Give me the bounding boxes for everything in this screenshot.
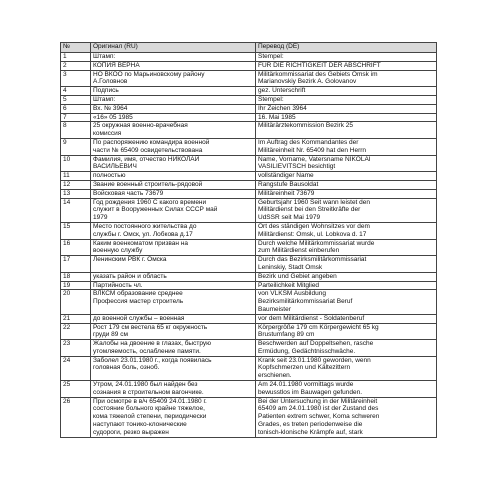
row-translation-text: Militärkommissariat des Gebiets Omsk im Marianovskiy Bezirk A. Golovanov xyxy=(256,70,437,87)
row-translation-text: Bei der Untersuchung in der Militäreinheit 65409 am 24.01.1980 ist der Zustand des Patienten extrem schwer, Koma schweren Grades, es treten periodenweise die tonisch-klonische Krämpfe auf, stark xyxy=(256,397,437,437)
row-translation-text: Stempel: xyxy=(256,53,437,62)
row-original-text: Войсковая часть 73679 xyxy=(91,189,256,198)
row-translation-text: Militärärztekommission Bezirk 25 xyxy=(256,122,437,139)
table-row xyxy=(61,113,437,122)
row-original-text: Заболел 23.01.1980 г., когда появилась головная боль, озноб. xyxy=(91,356,256,380)
row-number: 6 xyxy=(61,104,91,113)
row-translation-text: Geburtsjahr 1960 Seit wann leistet den Militärdienst bei den Streitkräfte der UdSSR seit Mai 1979 xyxy=(256,198,437,222)
table-row xyxy=(61,70,437,87)
row-number: 11 xyxy=(61,172,91,181)
row-number: 9 xyxy=(61,138,91,155)
table-row xyxy=(61,239,437,256)
row-number: 24 xyxy=(61,356,91,380)
row-original-text: Звание военный строитель-рядовой xyxy=(91,180,256,189)
row-translation-text: Rangstufe Bausoldat xyxy=(256,180,437,189)
row-original-text: КОПИЯ ВЕРНА xyxy=(91,61,256,70)
row-number: 26 xyxy=(61,397,91,437)
table-row xyxy=(61,356,437,380)
row-original-text: Рост 179 см вестела 65 кг окружность груди 89 см xyxy=(91,323,256,340)
row-original-text: Партийность чл. xyxy=(91,281,256,290)
row-original-text: ВЛКСМ образование среднее Профессия мастер строитель xyxy=(91,290,256,314)
row-translation-text: vor dem Militärdienst - Soldatenberuf xyxy=(256,314,437,323)
table-row xyxy=(61,172,437,181)
table-row xyxy=(61,155,437,172)
row-original-text: указать район и область xyxy=(91,272,256,281)
table-row xyxy=(61,290,437,314)
table-row xyxy=(61,189,437,198)
row-number: 4 xyxy=(61,87,91,96)
row-translation-text: Parteilichkeit Mitglied xyxy=(256,281,437,290)
row-number: 7 xyxy=(61,113,91,122)
table-row xyxy=(61,272,437,281)
row-original-text: НО ВКОО по Марьиновскому району А.Головнов xyxy=(91,70,256,87)
row-translation-text: Ihr Zeichen 3964 xyxy=(256,104,437,113)
row-original-text: Каким военкоматом призван на военную службу xyxy=(91,239,256,256)
table-row xyxy=(61,397,437,437)
row-number: 5 xyxy=(61,95,91,104)
row-number: 25 xyxy=(61,381,91,398)
header-number: № xyxy=(61,43,91,53)
table-row xyxy=(61,340,437,357)
header-original: Оригинал (RU) xyxy=(91,43,256,53)
row-original-text: Штамп: xyxy=(91,53,256,62)
table-row xyxy=(61,180,437,189)
row-translation-text: Durch das Bezirksmilitärkommissariat Leninskiy, Stadt Omsk xyxy=(256,256,437,273)
row-number: 17 xyxy=(61,256,91,273)
row-number: 2 xyxy=(61,61,91,70)
row-original-text: Подпись xyxy=(91,87,256,96)
row-translation-text: Militäreinheit 73679 xyxy=(256,189,437,198)
row-translation-text: Am 24.01.1980 vormittags wurde bewusstlos im Bauwagen gefunden. xyxy=(256,381,437,398)
row-original-text: полностью xyxy=(91,172,256,181)
row-translation-text: Stempel: xyxy=(256,95,437,104)
row-translation-text: Ort des ständigen Wohnsitzes vor dem Militärdienst: Omsk, ul. Lobkova d. 17 xyxy=(256,222,437,239)
row-number: 14 xyxy=(61,198,91,222)
table-row xyxy=(61,222,437,239)
row-number: 22 xyxy=(61,323,91,340)
row-number: 20 xyxy=(61,290,91,314)
row-number: 12 xyxy=(61,180,91,189)
table-row xyxy=(61,53,437,62)
row-original-text: «16» 05 1985 xyxy=(91,113,256,122)
row-number: 8 xyxy=(61,122,91,139)
table-row xyxy=(61,87,437,96)
table-header-row xyxy=(61,43,437,53)
row-translation-text: Körpergröße 179 cm Körpergewicht 65 kg Brustumfang 89 cm xyxy=(256,323,437,340)
row-original-text: Штамп: xyxy=(91,95,256,104)
table-row xyxy=(61,281,437,290)
row-number: 23 xyxy=(61,340,91,357)
row-translation-text: Beschwerden auf Doppeltsehen, rasche Ermüdung, Gedächtnisschwäche. xyxy=(256,340,437,357)
row-original-text: 25 окружная военно-врачебная комиссия xyxy=(91,122,256,139)
table-row xyxy=(61,381,437,398)
translation-document xyxy=(60,42,436,438)
row-original-text: Утром, 24.01.1980 был найден без сознания в строительном вагончике. xyxy=(91,381,256,398)
row-number: 13 xyxy=(61,189,91,198)
row-original-text: Ленинским РВК г. Омска xyxy=(91,256,256,273)
row-translation-text: gez. Unterschrift xyxy=(256,87,437,96)
row-number: 21 xyxy=(61,314,91,323)
table-row xyxy=(61,138,437,155)
row-original-text: Фамилия, имя, отчество НИКОЛАЙ ВАСИЛЬЕВИЧ xyxy=(91,155,256,172)
row-original-text: Вх. № 3964 xyxy=(91,104,256,113)
table-row xyxy=(61,198,437,222)
row-original-text: Год рождения 1960 С какого времени служит в Вооруженных Силах СССР май 1979 xyxy=(91,198,256,222)
table-row xyxy=(61,104,437,113)
table-row xyxy=(61,61,437,70)
translation-table xyxy=(60,42,437,438)
row-number: 16 xyxy=(61,239,91,256)
row-original-text: Место постоянного жительства до службы г. Омск, ул. Лобкова д.17 xyxy=(91,222,256,239)
row-translation-text: 16. Mai 1985 xyxy=(256,113,437,122)
row-translation-text: Durch welche Militärkommissariat wurde zum Militärdienst einberufen xyxy=(256,239,437,256)
table-row xyxy=(61,122,437,139)
row-translation-text: Krank seit 23.01.1980 geworden, wenn Kopfschmerzen und Kältezittern erschienen. xyxy=(256,356,437,380)
row-original-text: По распоряжению командира военной части № 65409 освидетельствована xyxy=(91,138,256,155)
row-original-text: При осмотре в в/ч 65409 24.01.1980 г. состояние больного крайне тяжелое, кома тяжелой степени, периодически наступают тонико-клонические судороги, резко выражен xyxy=(91,397,256,437)
header-translation: Перевод (DE) xyxy=(256,43,437,53)
row-translation-text: Name, Vorname, Vatersname NIKOLAI VASILIEVITSCH besichtigt xyxy=(256,155,437,172)
row-translation-text: vollständiger Name xyxy=(256,172,437,181)
row-number: 3 xyxy=(61,70,91,87)
row-number: 1 xyxy=(61,53,91,62)
row-translation-text: Bezirk und Gebiet angeben xyxy=(256,272,437,281)
row-translation-text: von VLKSM Ausbildung Bezirksmilitärkommissariat Beruf Baumeister xyxy=(256,290,437,314)
row-translation-text: Im Auftrag des Kommandantes der Militäreinheit Nr. 65409 hat den Herrn xyxy=(256,138,437,155)
row-number: 10 xyxy=(61,155,91,172)
row-number: 15 xyxy=(61,222,91,239)
table-row xyxy=(61,95,437,104)
row-original-text: Жалобы на двоение в глазах, быструю утомляемость, ослабление памяти. xyxy=(91,340,256,357)
row-number: 19 xyxy=(61,281,91,290)
table-row xyxy=(61,314,437,323)
row-translation-text: FÜR DIE RICHTIGKEIT DER ABSCHRIFT xyxy=(256,61,437,70)
row-original-text: до военной службы – военная xyxy=(91,314,256,323)
row-number: 18 xyxy=(61,272,91,281)
table-row xyxy=(61,323,437,340)
table-row xyxy=(61,256,437,273)
